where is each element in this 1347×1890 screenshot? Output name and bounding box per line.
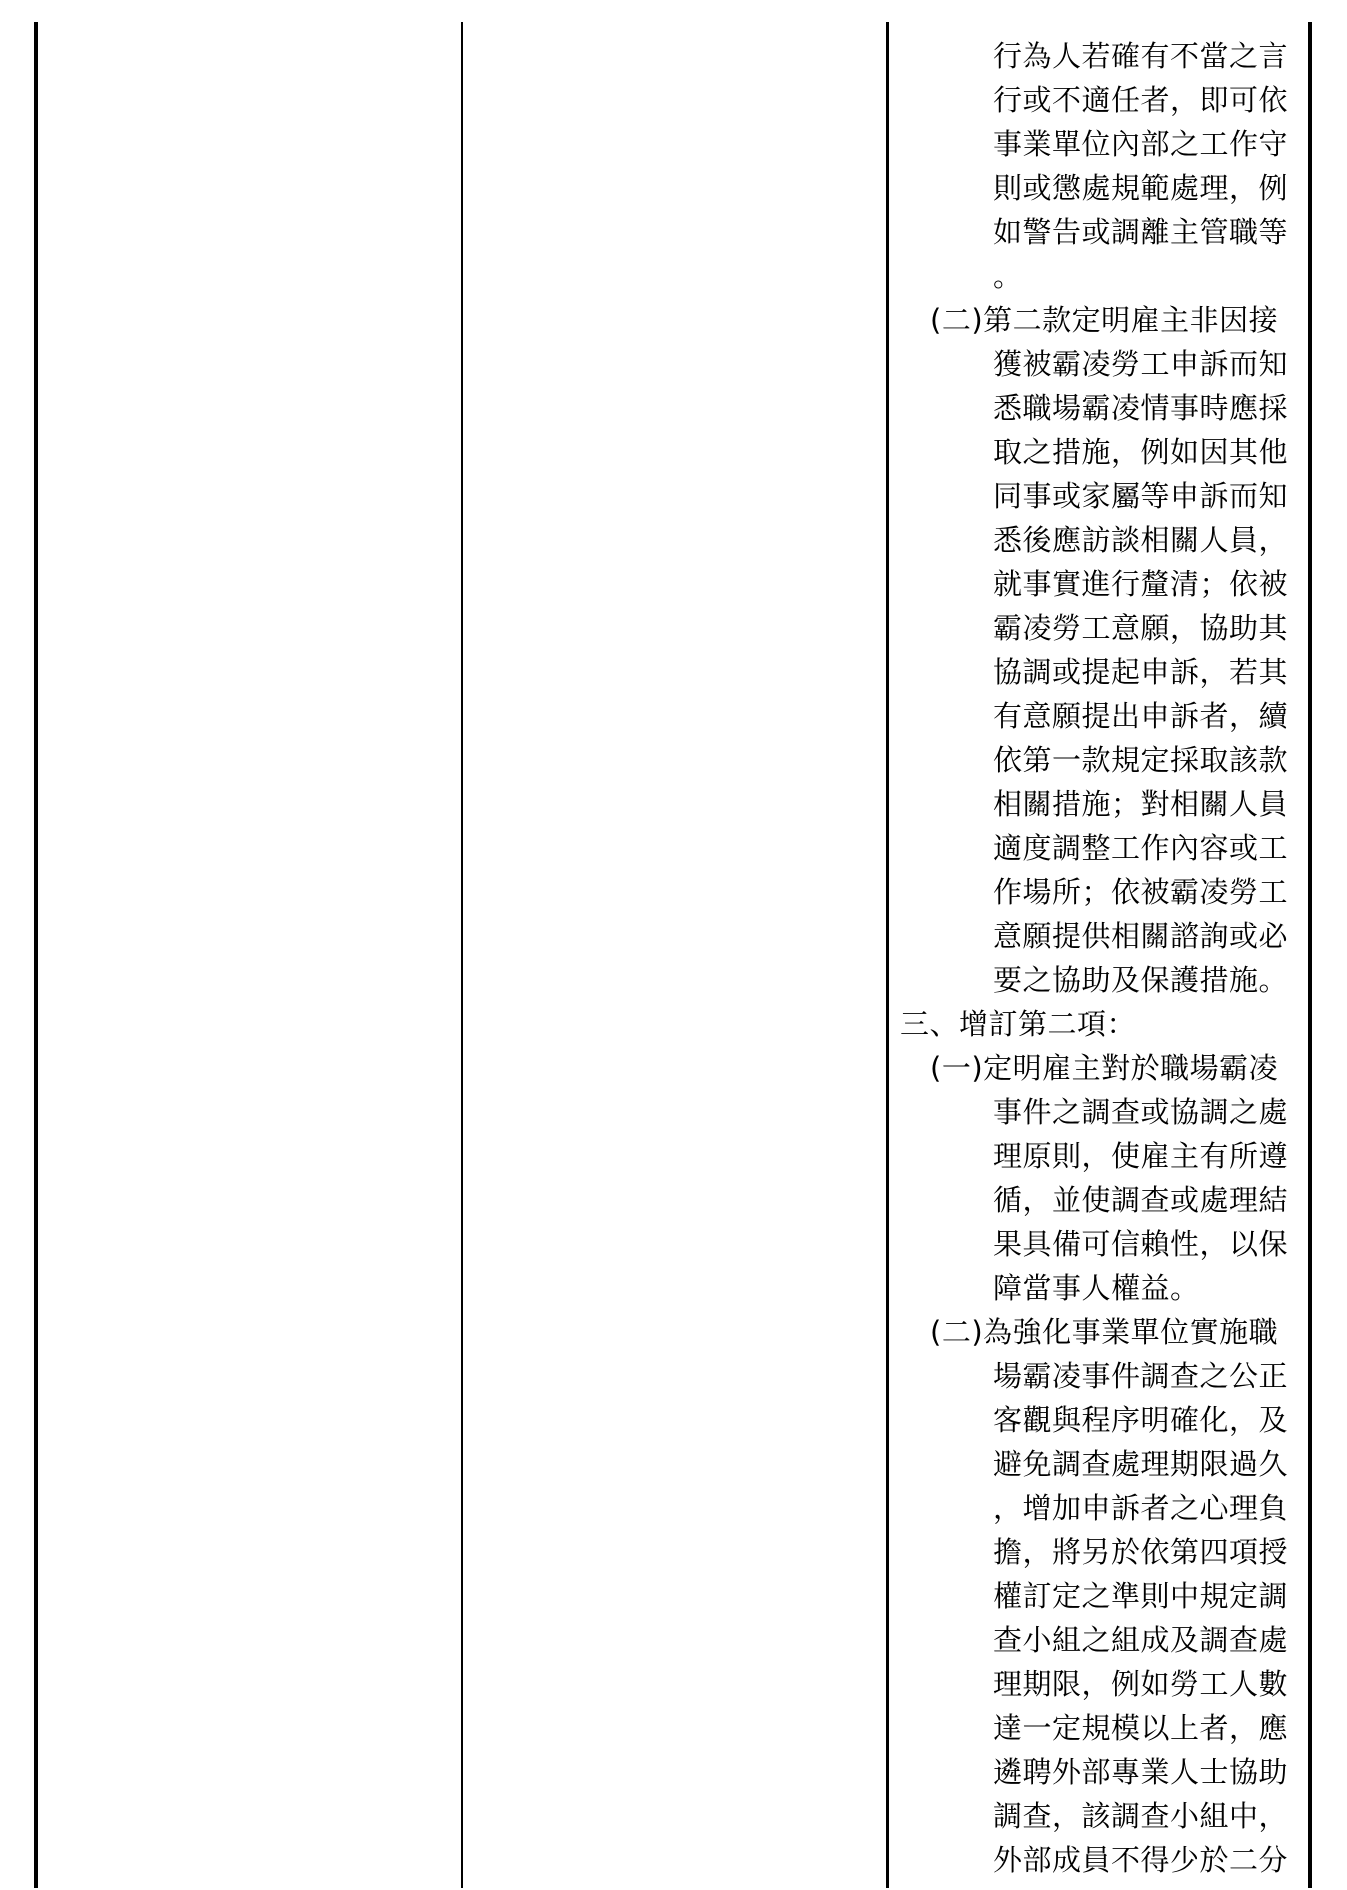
text-line: 調查，該調查小組中，: [993, 1799, 1289, 1833]
text-line: 悉後應訪談相關人員，: [993, 523, 1289, 557]
section-heading-3: 三、增訂第二項：: [900, 1007, 1137, 1041]
text-line: 悉職場霸凌情事時應採: [993, 391, 1289, 425]
item-heading-2: (二)第二款定明雇主非因接: [930, 303, 1279, 337]
text-line: 理原則，使雇主有所遵: [993, 1139, 1289, 1173]
text-line: 避免調查處理期限過久: [993, 1447, 1289, 1481]
text-line: 如警告或調離主管職等: [993, 215, 1289, 249]
text-line: 事件之調查或協調之處: [993, 1095, 1289, 1129]
text-line: 就事實進行釐清；依被: [993, 567, 1289, 601]
text-line: 依第一款規定採取該款: [993, 743, 1289, 777]
column-divider-1: [461, 22, 463, 1888]
text-line: 。: [993, 259, 1023, 293]
text-line: 理期限，例如勞工人數: [993, 1667, 1289, 1701]
text-line: ，增加申訴者之心理負: [993, 1491, 1289, 1525]
text-line: 障當事人權益。: [993, 1271, 1200, 1305]
text-line: 有意願提出申訴者，續: [993, 699, 1289, 733]
text-line: 協調或提起申訴，若其: [993, 655, 1289, 689]
text-line: 外部成員不得少於二分: [993, 1843, 1289, 1877]
text-line: 行為人若確有不當之言: [993, 39, 1289, 73]
text-line: 權訂定之準則中規定調: [993, 1579, 1289, 1613]
text-line: 循，並使調查或處理結: [993, 1183, 1289, 1217]
text-line: 客觀與程序明確化，及: [993, 1403, 1289, 1437]
text-line: 則或懲處規範處理，例: [993, 171, 1289, 205]
column-border-left: [34, 22, 38, 1888]
text-line: 取之措施，例如因其他: [993, 435, 1289, 469]
text-line: 相關措施；對相關人員: [993, 787, 1289, 821]
text-line: 行或不適任者，即可依: [993, 83, 1289, 117]
text-line: 果具備可信賴性，以保: [993, 1227, 1289, 1261]
text-line: 擔，將另於依第四項授: [993, 1535, 1289, 1569]
text-line: 霸凌勞工意願，協助其: [993, 611, 1289, 645]
text-line: 獲被霸凌勞工申訴而知: [993, 347, 1289, 381]
text-line: 遴聘外部專業人士協助: [993, 1755, 1289, 1789]
column-divider-2: [886, 22, 889, 1888]
text-line: 事業單位內部之工作守: [993, 127, 1289, 161]
text-line: 同事或家屬等申訴而知: [993, 479, 1289, 513]
text-line: 適度調整工作內容或工: [993, 831, 1289, 865]
text-line: 達一定規模以上者，應: [993, 1711, 1289, 1745]
item-heading-1: (一)定明雇主對於職場霸凌: [930, 1051, 1279, 1085]
item-heading-2: (二)為強化事業單位實施職: [930, 1315, 1279, 1349]
text-line: 意願提供相關諮詢或必: [993, 919, 1289, 953]
text-line: 作場所；依被霸凌勞工: [993, 875, 1289, 909]
column-border-right: [1308, 22, 1312, 1888]
text-line: 要之協助及保護措施。: [993, 963, 1289, 997]
text-line: 查小組之組成及調查處: [993, 1623, 1289, 1657]
text-line: 場霸凌事件調查之公正: [993, 1359, 1289, 1393]
